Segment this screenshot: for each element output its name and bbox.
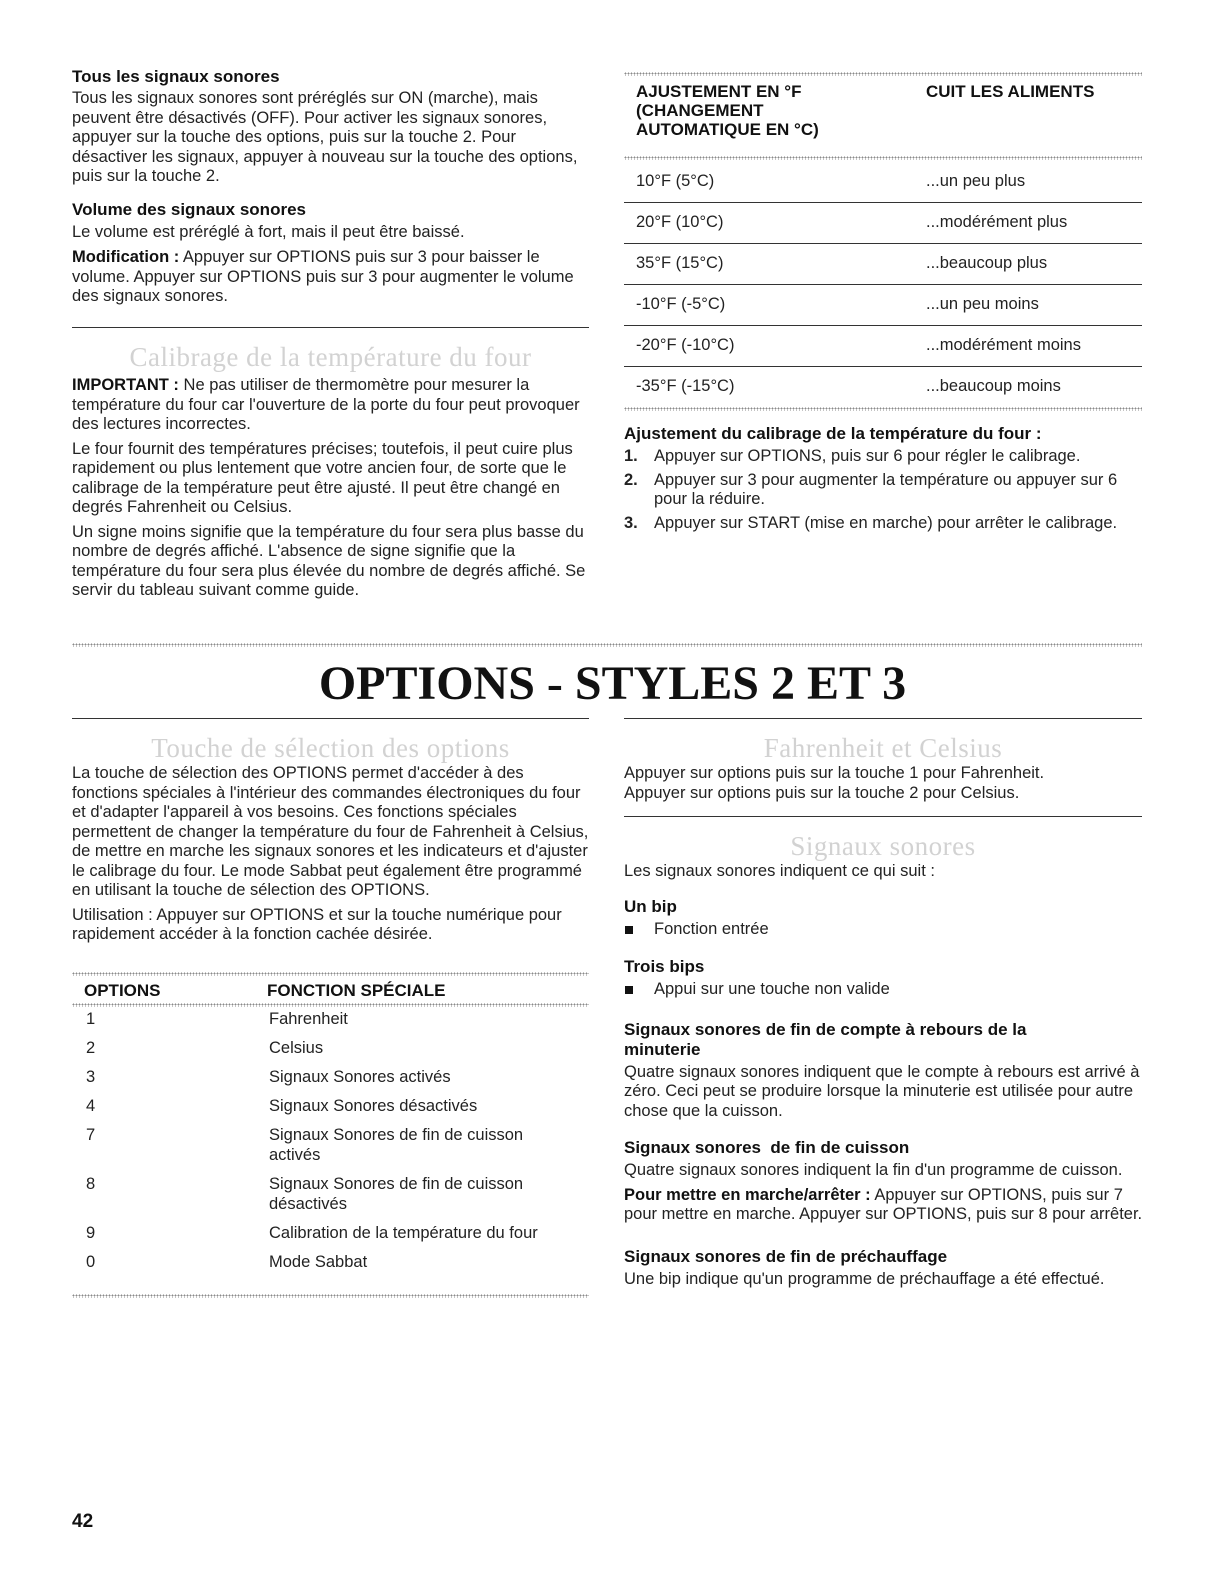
- all-signals-text: Tous les signaux sonores sont préréglés sur ON (marche), mais peuvent être désactivés (OFF). Pour activer les signaux sonores, appuyer sur la touche des options, puis sur la touche 2. Pour désactiver les signaux, appuyer à nouveau sur la touche des options, puis sur la touche 2.: [72, 89, 578, 185]
- bullet-icon: [625, 926, 633, 934]
- volume-modification: [72, 248, 592, 307]
- all-signals-heading: Tous les signaux sonores: [72, 67, 280, 86]
- list-item: [624, 920, 1144, 940]
- option-function: Fahrenheit: [269, 1010, 348, 1028]
- table-top-border: [624, 72, 1142, 76]
- option-function: Signaux Sonores de fin de cuisson désactivés: [269, 1175, 524, 1213]
- option-key: 1: [86, 1010, 96, 1028]
- options-row: [72, 1068, 589, 1097]
- option-function: Signaux Sonores de fin de cuisson activés: [269, 1126, 524, 1164]
- fahrenheit-celsius-section: [624, 733, 1144, 803]
- adjust-step: [624, 514, 1144, 534]
- options-table-top-border: [72, 972, 589, 976]
- options-table-header: [72, 981, 589, 1001]
- timer-signals-text: Quatre signaux sonores indiquent que le compte à rebours est arrivé à zéro. Ceci peut se produire lorsque la minuterie est utilisée pour autre chose que la cuisson.: [624, 1062, 1140, 1120]
- table-bottom-border: [624, 407, 1142, 411]
- table-cell-adjustment: -10°F (-5°C): [636, 295, 726, 314]
- calibration-table: [624, 82, 1142, 154]
- adjust-step: [624, 471, 1144, 510]
- table-row: [624, 162, 1142, 203]
- section-divider: [624, 816, 1142, 817]
- table-header-adjustment: AJUSTEMENT EN °F (CHANGEMENT AUTOMATIQUE EN °C): [636, 82, 819, 139]
- fahrenheit-line: Appuyer sur options puis sur la touche 1 pour Fahrenheit.: [624, 764, 1045, 782]
- cooking-onoff: [624, 1186, 1144, 1225]
- list-item-text: Fonction entrée: [654, 919, 769, 938]
- main-title: OPTIONS - STYLES 2 ET 3: [318, 657, 907, 710]
- celsius-line: Appuyer sur options puis sur la touche 2 pour Celsius.: [624, 783, 1020, 802]
- step-text: Appuyer sur OPTIONS, puis sur 6 pour régler le calibrage.: [654, 447, 1081, 465]
- step-number: 2.: [624, 470, 638, 489]
- list-item-text: Appui sur une touche non valide: [654, 980, 890, 998]
- preheat-signals-text: Une bip indique qu'un programme de préchauffage a été effectué.: [624, 1269, 1105, 1288]
- volume-heading: Volume des signaux sonores: [72, 199, 306, 219]
- calibration-table-body: [624, 162, 1142, 407]
- options-table-header-border: [72, 1003, 589, 1007]
- title-top-border: [72, 643, 1142, 647]
- timer-signals-heading: Signaux sonores de fin de compte à rebours de la minuterie: [624, 1019, 1027, 1059]
- modification-label: Modification :: [72, 248, 180, 266]
- step-text: Appuyer sur 3 pour augmenter la température ou appuyer sur 6 pour la réduire.: [654, 470, 1118, 508]
- table-header-effect: CUIT LES ALIMENTS: [926, 82, 1095, 101]
- section-divider: [72, 327, 589, 328]
- cooking-signals-heading: Signaux sonores de fin de cuisson: [624, 1138, 910, 1157]
- option-key: 7: [86, 1126, 96, 1144]
- options-row: [72, 1010, 589, 1039]
- table-cell-adjustment: 35°F (15°C): [636, 254, 724, 273]
- option-key: 2: [86, 1039, 96, 1057]
- volume-text: Le volume est préréglé à fort, mais il peut être baissé.: [72, 222, 465, 241]
- adjust-step: [624, 447, 1144, 467]
- table-header: [624, 82, 1142, 154]
- options-table-bottom-border: [72, 1294, 589, 1298]
- adjust-heading: Ajustement du calibrage de la température du four :: [624, 424, 1042, 443]
- function-header: FONCTION SPÉCIALE: [267, 981, 446, 1000]
- option-key: 4: [86, 1097, 96, 1115]
- calibration-heading: Calibrage de la température du four: [129, 342, 532, 372]
- signals-heading: Signaux sonores: [790, 831, 976, 861]
- cooking-signals-text: Quatre signaux sonores indiquent la fin d'un programme de cuisson.: [624, 1161, 1123, 1179]
- table-row: [624, 203, 1142, 244]
- table-cell-adjustment: -20°F (-10°C): [636, 336, 735, 355]
- table-cell-adjustment: 20°F (10°C): [636, 213, 724, 232]
- step-text: Appuyer sur START (mise en marche) pour arrêter le calibrage.: [654, 513, 1118, 532]
- step-number: 3.: [624, 513, 638, 532]
- table-cell-effect: ...un peu plus: [926, 172, 1026, 191]
- table-cell-effect: ...beaucoup moins: [926, 377, 1061, 396]
- bullet-icon: [625, 986, 633, 994]
- table-cell-effect: ...beaucoup plus: [926, 254, 1048, 273]
- calibration-paragraph-1: Le four fournit des températures précises; toutefois, il peut cuire plus rapidement ou plus lentement que votre ancien four, de sorte que le calibrage de la température peut être ajusté. Il peut être changé en degrés Fahrenheit ou Celsius.: [72, 439, 573, 516]
- option-key: 3: [86, 1068, 96, 1086]
- top-left-column: [72, 67, 592, 307]
- section-divider: [624, 718, 1142, 719]
- options-row: [72, 1039, 589, 1068]
- important-text: Ne pas utiliser de thermomètre pour mesurer la température du four car l'ouverture de la porte du four peut provoquer des lectures incorrectes.: [72, 376, 580, 433]
- options-row: [72, 1224, 589, 1253]
- table-row: [624, 285, 1142, 326]
- option-function: Signaux Sonores désactivés: [269, 1097, 478, 1115]
- three-bips-heading: Trois bips: [624, 957, 705, 976]
- table-cell-effect: ...modérément moins: [926, 336, 1081, 355]
- option-key: 8: [86, 1175, 96, 1193]
- options-key-section: [72, 733, 592, 945]
- options-key-heading: Touche de sélection des options: [151, 733, 510, 763]
- table-cell-effect: ...un peu moins: [926, 295, 1039, 314]
- option-function: Celsius: [269, 1039, 324, 1057]
- options-key-paragraph-1: La touche de sélection des OPTIONS permet d'accéder à des fonctions spéciales à l'intérieur des commandes électroniques du four et d'adapter l'appareil à vos besoins. Ces fonctions spéciales permettent de changer la température du four de Fahrenheit à Celsius, de mettre en marche les signaux sonores et les indicateurs et d'ajuster le calibrage du four. Le mode Sabbat peut également être programmé en utilisant la touche de sélection des OPTIONS.: [72, 764, 589, 899]
- one-bip-heading: Un bip: [624, 896, 677, 916]
- step-number: 1.: [624, 447, 638, 465]
- options-row: [72, 1126, 589, 1175]
- options-row: [72, 1253, 589, 1282]
- calibration-section: [72, 342, 592, 601]
- option-key: 9: [86, 1224, 96, 1242]
- fahrenheit-celsius-heading: Fahrenheit et Celsius: [763, 733, 1003, 763]
- option-function: Calibration de la température du four: [269, 1224, 538, 1242]
- preheat-signals-heading: Signaux sonores de fin de préchauffage: [624, 1246, 948, 1266]
- options-key-paragraph-2: Utilisation : Appuyer sur OPTIONS et sur la touche numérique pour rapidement accéder à la fonction cachée désirée.: [72, 905, 562, 943]
- table-row: [624, 367, 1142, 407]
- table-header-border: [624, 156, 1142, 160]
- signals-intro: Les signaux sonores indiquent ce qui suit :: [624, 862, 935, 880]
- table-cell-adjustment: -35°F (-15°C): [636, 377, 735, 396]
- modification-text: Appuyer sur OPTIONS puis sur 3 pour baisser le volume. Appuyer sur OPTIONS puis sur 3 pour augmenter le volume des signaux sonores.: [72, 248, 574, 305]
- table-cell-effect: ...modérément plus: [926, 213, 1068, 232]
- table-row: [624, 244, 1142, 285]
- important-label: IMPORTANT :: [72, 376, 179, 394]
- options-row: [72, 1175, 589, 1224]
- onoff-label: Pour mettre en marche/arrêter :: [624, 1185, 871, 1204]
- signals-section: [624, 831, 1144, 1289]
- adjust-section: [624, 424, 1144, 533]
- option-key: 0: [86, 1253, 96, 1271]
- list-item: [624, 980, 1144, 1000]
- important-note: [72, 376, 592, 435]
- options-row: [72, 1097, 589, 1126]
- page-number: 42: [72, 1511, 94, 1532]
- calibration-paragraph-2: Un signe moins signifie que la température du four sera plus basse du nombre de degrés affiché. L'absence de signe signifie que la température du four sera plus élevée du nombre de degrés affiché. Se servir du tableau suivant comme guide.: [72, 522, 586, 599]
- onoff-text: Appuyer sur OPTIONS, puis sur 7 pour mettre en marche. Appuyer sur OPTIONS, puis sur 8 pour arrêter.: [624, 1185, 1143, 1223]
- table-row: [624, 326, 1142, 367]
- options-table-body: [72, 1010, 589, 1282]
- section-divider: [72, 718, 589, 719]
- table-cell-adjustment: 10°F (5°C): [636, 172, 715, 191]
- option-function: Mode Sabbat: [269, 1253, 368, 1271]
- option-function: Signaux Sonores activés: [269, 1068, 451, 1086]
- options-header: OPTIONS: [84, 981, 161, 1000]
